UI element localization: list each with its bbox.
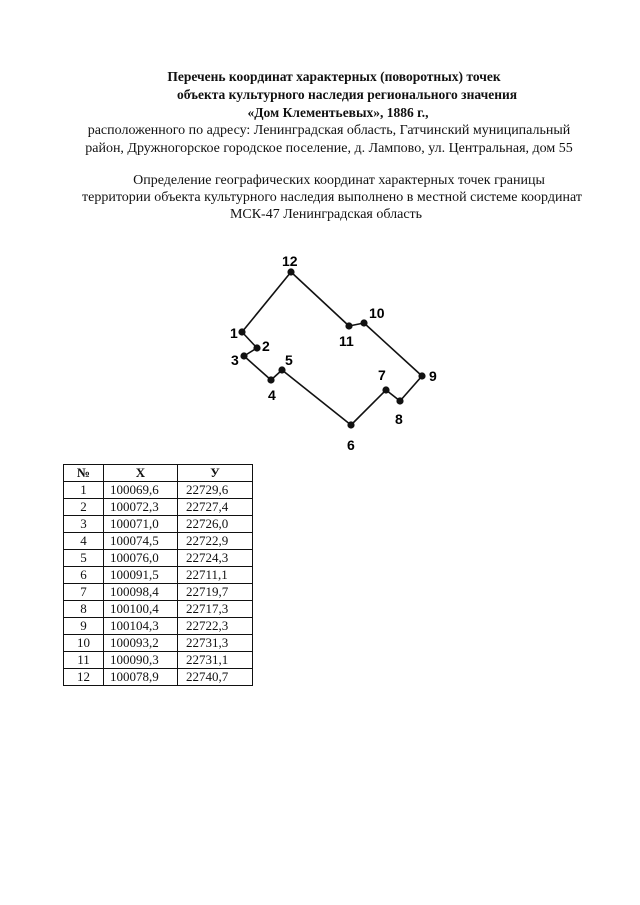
cell-y: 22731,3 bbox=[178, 635, 253, 652]
cell-y: 22740,7 bbox=[178, 669, 253, 686]
table-row bbox=[64, 601, 253, 618]
table-row bbox=[64, 550, 253, 567]
boundary-point bbox=[382, 386, 389, 393]
table-row bbox=[64, 499, 253, 516]
boundary-edge bbox=[282, 370, 351, 425]
table-row bbox=[64, 533, 253, 550]
point-label: 5 bbox=[285, 352, 293, 368]
coordinates-table bbox=[63, 464, 253, 686]
column-header-x: X bbox=[104, 465, 178, 482]
table-row bbox=[64, 669, 253, 686]
cell-y: 22722,9 bbox=[178, 533, 253, 550]
boundary-edge bbox=[291, 272, 349, 326]
cell-x: 100104,3 bbox=[104, 618, 178, 635]
cell-number: 10 bbox=[64, 635, 104, 652]
cell-number: 1 bbox=[64, 482, 104, 499]
cell-x: 100093,2 bbox=[104, 635, 178, 652]
point-label: 12 bbox=[282, 253, 298, 269]
table-header-row bbox=[64, 465, 253, 482]
cell-y: 22727,4 bbox=[178, 499, 253, 516]
boundary-point-labels bbox=[230, 253, 437, 453]
cell-y: 22711,1 bbox=[178, 567, 253, 584]
cell-number: 6 bbox=[64, 567, 104, 584]
title-line-1: Перечень координат характерных (поворотных) точек bbox=[167, 69, 501, 84]
point-label: 3 bbox=[231, 352, 239, 368]
boundary-point bbox=[396, 397, 403, 404]
cell-y: 22726,0 bbox=[178, 516, 253, 533]
table-row bbox=[64, 516, 253, 533]
method-line-2: территории объекта культурного наследия выполнено в местной системе координат bbox=[82, 190, 582, 205]
boundary-point bbox=[360, 319, 367, 326]
cell-y: 22724,3 bbox=[178, 550, 253, 567]
point-label: 10 bbox=[369, 305, 385, 321]
boundary-edge bbox=[242, 272, 291, 332]
cell-number: 2 bbox=[64, 499, 104, 516]
method-line-1: Определение географических координат характерных точек границы bbox=[133, 173, 545, 188]
cell-y: 22722,3 bbox=[178, 618, 253, 635]
cell-x: 100098,4 bbox=[104, 584, 178, 601]
boundary-edge bbox=[364, 323, 422, 376]
method-line-3: МСК-47 Ленинградская область bbox=[229, 207, 423, 222]
title-line-3: «Дом Клементьевых», 1886 г., bbox=[247, 105, 429, 120]
cell-x: 100071,0 bbox=[104, 516, 178, 533]
table-row bbox=[64, 584, 253, 601]
table-row bbox=[64, 652, 253, 669]
cell-y: 22731,1 bbox=[178, 652, 253, 669]
boundary-point bbox=[267, 376, 274, 383]
cell-x: 100076,0 bbox=[104, 550, 178, 567]
cell-number: 11 bbox=[64, 652, 104, 669]
cell-number: 4 bbox=[64, 533, 104, 550]
table-row bbox=[64, 567, 253, 584]
cell-x: 100069,6 bbox=[104, 482, 178, 499]
point-label: 1 bbox=[230, 325, 238, 341]
cell-y: 22719,7 bbox=[178, 584, 253, 601]
cell-x: 100090,3 bbox=[104, 652, 178, 669]
cell-number: 12 bbox=[64, 669, 104, 686]
table-body bbox=[64, 482, 253, 686]
point-label: 8 bbox=[395, 411, 403, 427]
cell-x: 100078,9 bbox=[104, 669, 178, 686]
point-label: 6 bbox=[347, 437, 355, 453]
point-label: 7 bbox=[378, 367, 386, 383]
cell-number: 8 bbox=[64, 601, 104, 618]
cell-x: 100074,5 bbox=[104, 533, 178, 550]
table-row bbox=[64, 482, 253, 499]
address-line-1: расположенного по адресу: Ленинградская область, Гатчинский муниципальный bbox=[87, 123, 571, 138]
boundary-point bbox=[240, 352, 247, 359]
cell-number: 7 bbox=[64, 584, 104, 601]
boundary-point bbox=[347, 421, 354, 428]
cell-y: 22729,6 bbox=[178, 482, 253, 499]
table-row bbox=[64, 618, 253, 635]
boundary-point bbox=[345, 322, 352, 329]
cell-x: 100072,3 bbox=[104, 499, 178, 516]
cell-x: 100091,5 bbox=[104, 567, 178, 584]
cell-x: 100100,4 bbox=[104, 601, 178, 618]
point-label: 4 bbox=[268, 387, 276, 403]
point-label: 9 bbox=[429, 368, 437, 384]
cell-number: 9 bbox=[64, 618, 104, 635]
point-label: 2 bbox=[262, 338, 270, 354]
boundary-point bbox=[238, 328, 245, 335]
boundary-point bbox=[287, 268, 294, 275]
address-line-2: район, Дружногорское городское поселение, д. Лампово, ул. Центральная, дом 55 bbox=[85, 141, 573, 156]
boundary-point bbox=[253, 344, 260, 351]
title-line-2: объекта культурного наследия регионального значения bbox=[176, 87, 518, 102]
column-header-number: № bbox=[64, 465, 104, 482]
cell-number: 5 bbox=[64, 550, 104, 567]
cell-number: 3 bbox=[64, 516, 104, 533]
point-label: 11 bbox=[339, 333, 354, 349]
boundary-edge bbox=[351, 390, 386, 425]
column-header-y: У bbox=[178, 465, 253, 482]
boundary-edge bbox=[400, 376, 422, 401]
table-row bbox=[64, 635, 253, 652]
boundary-edge bbox=[244, 356, 271, 380]
boundary-point bbox=[418, 372, 425, 379]
cell-y: 22717,3 bbox=[178, 601, 253, 618]
